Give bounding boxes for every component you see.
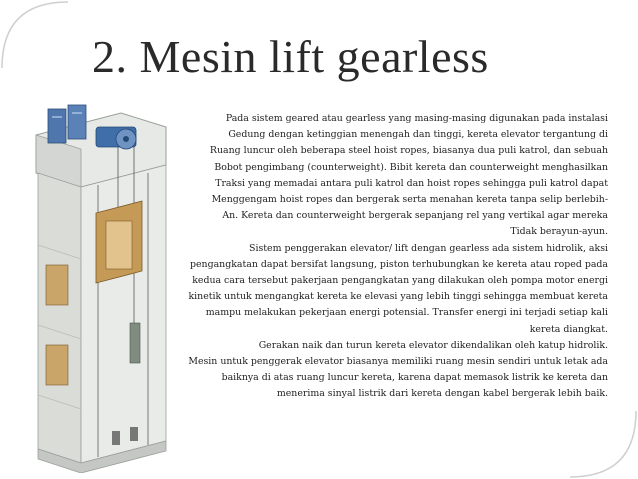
- text-line: menerima sinyal listrik dari kereta dengan kabel bergerak lebih baik.: [276, 388, 608, 400]
- text-line: pengangkatan dapat bersifat langsung, piston terhubungkan ke kereta atau roped pada: [190, 258, 608, 270]
- text-line: kinetik untuk mengangkat kereta ke elevasi yang lebih tinggi sehingga membuat kereta: [188, 291, 608, 303]
- text-line: Menggengam hoist ropes dan bergerak serta menahan kereta tanpa selip berlebih-: [211, 194, 608, 206]
- text-line: Traksi yang memadai antara puli katrol dan hoist ropes sehingga puli katrol dapat: [215, 177, 608, 189]
- text-line: Mesin untuk penggerak elevator biasanya memiliki ruang mesin sendiri untuk letak ada: [188, 356, 608, 368]
- slide-title: 2. Mesin lift gearless: [92, 31, 489, 82]
- text-line: An. Kereta dan counterweight bergerak sepanjang rel yang vertikal agar mereka: [222, 210, 608, 222]
- text-line: Pada sistem geared atau gearless yang masing-masing digunakan pada instalasi: [225, 113, 608, 124]
- text-line: mampu melakukan pekerjaan energi potensial. Transfer energi ini terjadi setiap kali: [205, 307, 608, 319]
- text-line: Sistem penggerakan elevator/ lift dengan gearless ada sistem hidrolik, aksi: [249, 242, 608, 254]
- bottom-right-corner-curve: [568, 409, 638, 479]
- text-line: kedua cara tersebut pakerjaan pengangkatan yang dilakukan oleh pompa motor energi: [192, 275, 608, 287]
- text-line: Gerakan naik dan turun kereta elevator dikendalikan oleh katup hidrolik.: [258, 339, 608, 351]
- top-left-corner-curve: [0, 0, 70, 70]
- text-line: Ruang luncur oleh beberapa steel hoist ropes, biasanya dua puli katrol, dan sebuah: [209, 145, 608, 157]
- text-line: baiknya di atas ruang luncur kereta, karena dapat memasok listrik ke kereta dan: [221, 372, 608, 384]
- text-line: Gedung dengan ketinggian menengah dan tinggi, kereta elevator tergantung di: [228, 129, 608, 141]
- text-line: kereta diangkat.: [529, 323, 608, 335]
- text-line: Tidak berayun-ayun.: [510, 226, 608, 238]
- body-text: [120, 111, 608, 403]
- text-line: Bobot pengimbang (counterweight). Bibit kereta dan counterweight menghasilkan: [214, 161, 608, 173]
